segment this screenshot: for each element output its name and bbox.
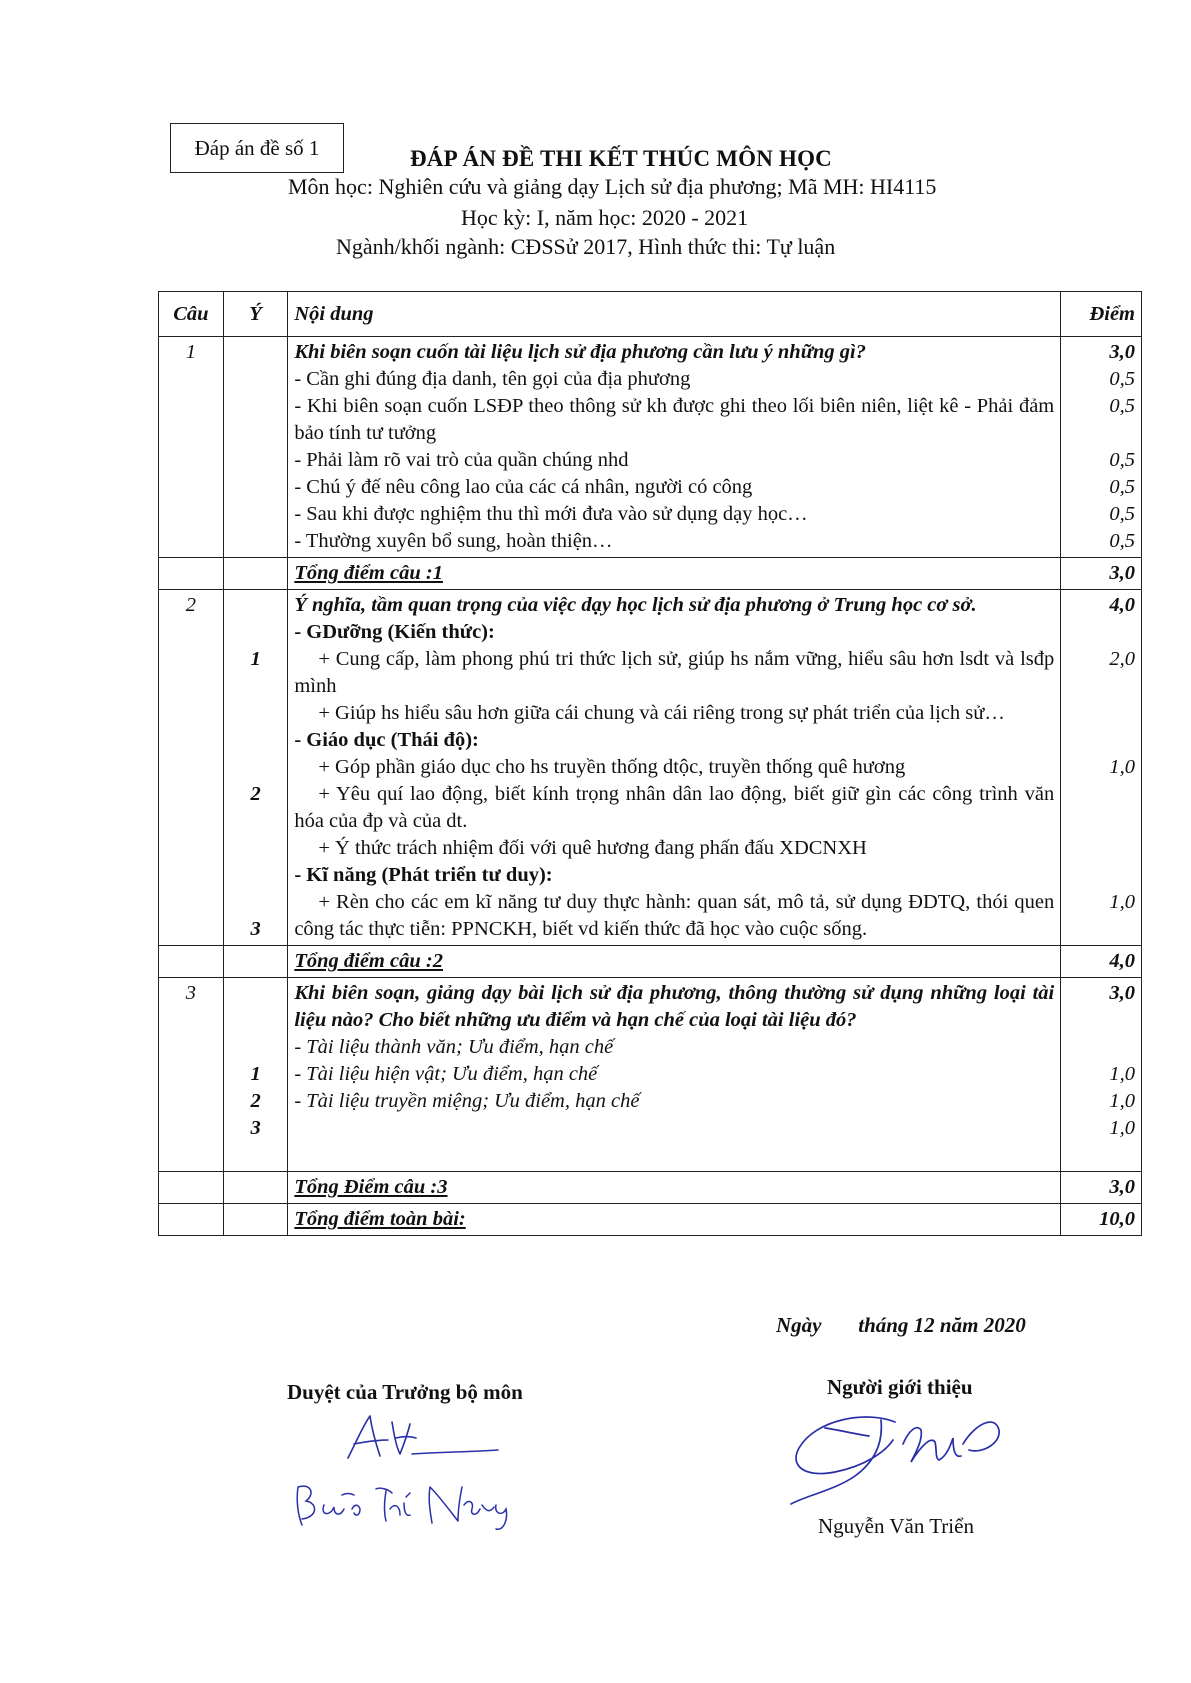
points-cell (1061, 590, 1142, 946)
subject-line: Môn học: Nghiên cứu và giảng dạy Lịch sử địa phương; Mã MH: HI4115 (288, 174, 937, 199)
grand-total-row (159, 1204, 1142, 1236)
item-number: 2 (250, 783, 261, 805)
table-row (159, 590, 1142, 946)
points-value: 2,0 (1109, 648, 1135, 670)
header-item: Ý (223, 292, 288, 337)
points-value: 0,5 (1109, 449, 1135, 471)
answer-line: - Thường xuyên bổ sung, hoàn thiện… (294, 530, 613, 552)
header-content: Nội dung (288, 292, 1061, 337)
major-line: Ngành/khối ngành: CĐSSử 2017, Hình thức thi: Tự luận (336, 234, 836, 259)
grand-total-label: Tổng điểm toàn bài: (288, 1204, 1061, 1236)
points-cell (1061, 978, 1142, 1172)
presenter-signature (785, 1400, 1025, 1510)
answer-line: - Tài liệu truyền miệng; Ưu điểm, hạn chế (294, 1090, 640, 1112)
points-value: 0,5 (1109, 395, 1135, 417)
answer-line: - Khi biên soạn cuốn LSĐP theo thông sử kh được ghi theo lối biên niên, liệt kê - Phải đảm bảo tính tư tưởng (294, 395, 1055, 444)
points-value: 0,5 (1109, 530, 1135, 552)
question-title: Khi biên soạn, giảng dạy bài lịch sử địa phương, thông thường sử dụng những loại tài liệu nào? Cho biết những ưu điểm và hạn chế của loại tài liệu đó? (294, 982, 1055, 1031)
points-value: 0,5 (1109, 503, 1135, 525)
question-title: Ý nghĩa, tầm quan trọng của việc dạy học lịch sử địa phương ở Trung học cơ sở. (294, 594, 977, 616)
answer-line: - Cần ghi đúng địa danh, tên gọi của địa phương (294, 368, 691, 390)
total-points: 4,0 (1061, 946, 1142, 978)
grand-total-points: 10,0 (1061, 1204, 1142, 1236)
answer-line: + Rèn cho các em kĩ năng tư duy thực hành: quan sát, mô tả, sử dụng ĐDTQ, thói quen công tác thực tiễn: PPNCKH, biết vd kiến thức đã học vào cuộc sống. (294, 891, 1055, 940)
approver-handwritten-name (290, 1475, 540, 1535)
answer-line: - Sau khi được nghiệm thu thì mới đưa vào sử dụng dạy học… (294, 503, 808, 525)
total-label: Tổng Điểm câu :3 (288, 1172, 1061, 1204)
item-number: 3 (250, 1117, 261, 1139)
presenter-name: Nguyễn Văn Triển (818, 1514, 974, 1538)
total-points: 3,0 (1061, 558, 1142, 590)
question-number: 1 (159, 337, 224, 558)
question-title: Khi biên soạn cuốn tài liệu lịch sử địa phương cần lưu ý những gì? (294, 341, 866, 363)
question-number: 2 (159, 590, 224, 946)
item-number: 1 (250, 1063, 261, 1085)
answer-line: - Chú ý đế nêu công lao của các cá nhân, người có công (294, 476, 753, 498)
points-value: 1,0 (1109, 891, 1135, 913)
answer-line: + Góp phần giáo dục cho hs truyền thống dtộc, truyền thống quê hương (318, 756, 906, 778)
total-label: Tổng điểm câu :2 (288, 946, 1061, 978)
points-value: 1,0 (1109, 1090, 1135, 1112)
total-row (159, 946, 1142, 978)
total-row (159, 1172, 1142, 1204)
presenter-title: Người giới thiệu (827, 1375, 973, 1399)
item-cell (223, 978, 288, 1172)
answer-line: + Giúp hs hiểu sâu hơn giữa cái chung và cái riêng trong sự phát triển của lịch sử… (318, 702, 1005, 724)
item-number: 1 (250, 648, 261, 670)
points-value: 1,0 (1109, 756, 1135, 778)
points-value: 0,5 (1109, 476, 1135, 498)
sub-heading: - GDưỡng (Kiến thức): (294, 621, 495, 643)
approver-title: Duyệt của Trưởng bộ môn (287, 1380, 523, 1404)
points-value: 1,0 (1109, 1063, 1135, 1085)
table-row (159, 337, 1142, 558)
total-row (159, 558, 1142, 590)
answer-line: - Tài liệu thành văn; Ưu điểm, hạn chế (294, 1036, 614, 1058)
item-number: 3 (250, 918, 261, 940)
term-line: Học kỳ: I, năm học: 2020 - 2021 (461, 205, 749, 230)
date-line: Ngày tháng 12 năm 2020 (776, 1313, 1026, 1337)
total-label: Tổng điểm câu :1 (288, 558, 1061, 590)
answer-line: + Cung cấp, làm phong phú tri thức lịch sử, giúp hs nắm vững, hiểu sâu hơn lsdt và lsđp mình (294, 648, 1055, 697)
item-cell (223, 337, 288, 558)
answer-line: + Ý thức trách nhiệm đối với quê hương đang phấn đấu XDCNXH (318, 837, 867, 859)
document-title: ĐÁP ÁN ĐỀ THI KẾT THÚC MÔN HỌC (410, 146, 832, 171)
approver-signature (330, 1410, 510, 1470)
header-points: Điểm (1061, 292, 1142, 337)
table-row (159, 978, 1142, 1172)
question-content (288, 978, 1061, 1172)
answer-table (158, 291, 1142, 1236)
item-cell (223, 590, 288, 946)
question-content (288, 590, 1061, 946)
question-content (288, 337, 1061, 558)
item-number: 2 (250, 1090, 261, 1112)
points-value: 4,0 (1109, 594, 1135, 616)
answer-line: + Yêu quí lao động, biết kính trọng nhân dân lao động, biết giữ gìn các công trình văn hóa của đp và của dt. (294, 783, 1055, 832)
table-header-row (159, 292, 1142, 337)
total-points: 3,0 (1061, 1172, 1142, 1204)
sub-heading: - Kĩ năng (Phát triển tư duy): (294, 864, 553, 886)
header-question: Câu (159, 292, 224, 337)
question-number: 3 (159, 978, 224, 1172)
points-value: 3,0 (1109, 982, 1135, 1004)
points-value: 0,5 (1109, 368, 1135, 390)
document-id-box: Đáp án đề số 1 (170, 123, 344, 173)
points-value: 1,0 (1109, 1117, 1135, 1139)
answer-line: - Phải làm rõ vai trò của quần chúng nhd (294, 449, 629, 471)
answer-line: - Tài liệu hiện vật; Ưu điểm, hạn chế (294, 1063, 598, 1085)
points-cell (1061, 337, 1142, 558)
sub-heading: - Giáo dục (Thái độ): (294, 729, 479, 751)
points-value: 3,0 (1109, 341, 1135, 363)
